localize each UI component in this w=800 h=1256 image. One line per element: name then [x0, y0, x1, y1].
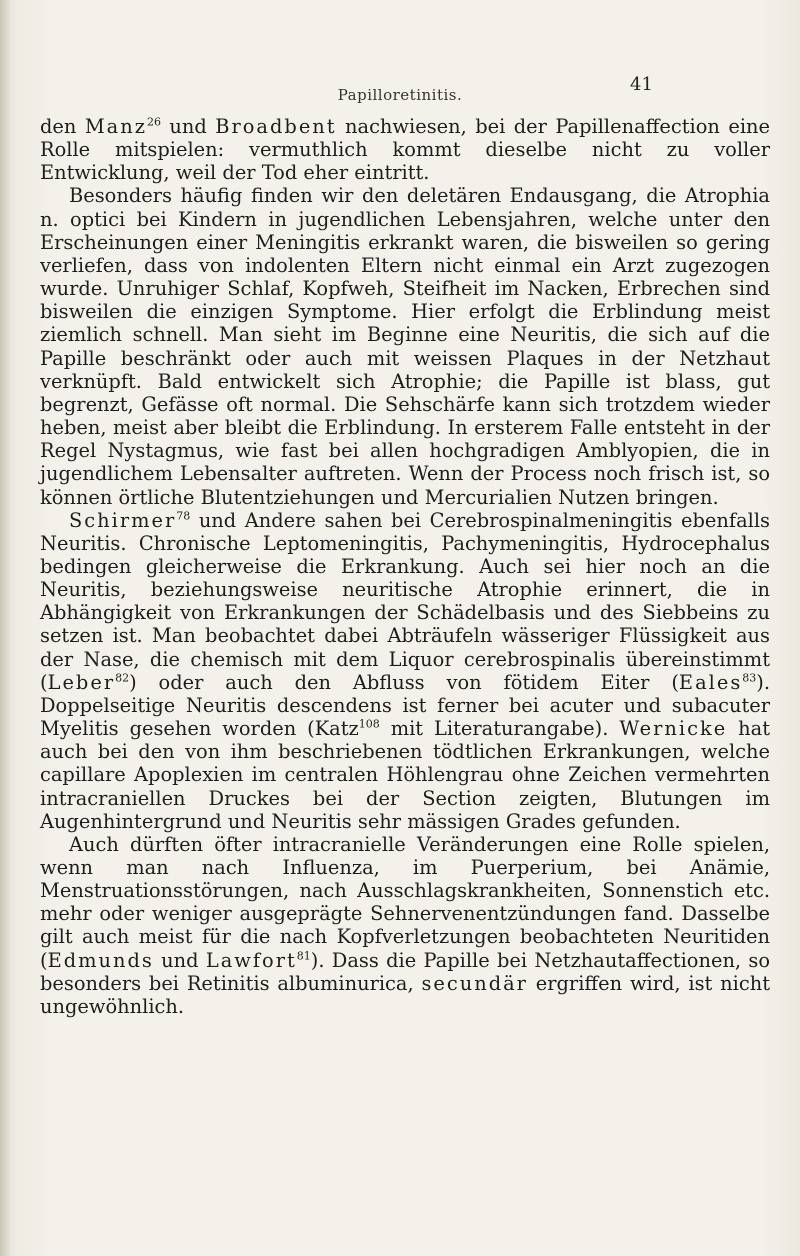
- text-run: den: [40, 115, 85, 138]
- footnote-reference: 78: [176, 509, 191, 523]
- text-run: ergriffen wird, ist nicht ungewöhnlich.: [40, 971, 770, 1018]
- text-run: ). Dass die Papille bei Netzhautaffectionen, so besonders bei Retinitis albuminurica,: [40, 948, 771, 995]
- paragraph: [40, 833, 770, 1018]
- running-title: Papilloretinitis.: [337, 86, 463, 104]
- text-run: hat auch bei den von ihm beschriebenen tödtlichen Erkrankungen, welche capillare Apoplexien im centralen Höhlengrau ohne Zeichen vermehrten intracraniellen Druckes bei der Section zeigten, Blutungen im Augenhintergrund und Neuritis sehr mässigen Grades gefunden.: [40, 717, 770, 833]
- author-name: Manz: [84, 115, 147, 138]
- author-name: Broadbent: [215, 115, 337, 138]
- footnote-reference: 83: [742, 671, 757, 685]
- body-text: [40, 115, 770, 1018]
- text-run: ). Doppelseitige Neuritis descendens ist ferner bei acuter und subacuter Myelitis gesehen worden (Katz: [40, 670, 770, 741]
- footnote-reference: 81: [296, 949, 311, 963]
- author-name: Edmunds: [47, 948, 154, 972]
- text-run: mit Literaturangabe).: [379, 717, 620, 741]
- text-run: ) oder auch den Abfluss von fötidem Eiter (: [129, 670, 679, 694]
- author-name: Schirmer: [69, 508, 177, 532]
- text-run: Auch dürften öfter intracranielle Veränderungen eine Rolle spielen, wenn man nach Influenza, im Puerperium, bei Anämie, Menstruationsstörungen, nach Ausschlagskrankheiten, Sonnenstich etc. mehr oder weniger ausgeprägte Sehnervenentzündungen fand. Dasselbe gilt auch meist für die nach Kopfverletzungen beobachteten Neuritiden (: [40, 832, 770, 972]
- text-run: und: [153, 948, 206, 972]
- paragraph: [40, 184, 770, 508]
- text-run: und: [160, 115, 216, 138]
- text-run: und Andere sahen bei Cerebrospinalmeningitis ebenfalls Neuritis. Chronische Leptomeningitis, Pachymeningitis, Hydrocephalus bedingen gleicherweise die Erkrankung. Auch sei hier noch an die Neuritis, beziehungsweise neuritische Atrophie erinnert, die in Abhängigkeit von Erkrankungen der Schädelbasis und des Siebbeins zu setzen ist. Man beobachtet dabei Abträufeln wässeriger Flüssigkeit aus der Nase, die chemisch mit dem Liquor cerebrospinalis übereinstimmt (: [40, 508, 770, 694]
- footnote-reference: 108: [358, 717, 380, 731]
- footnote-reference: 82: [115, 671, 130, 685]
- text-run: nachwiesen, bei der Papillenaffection eine Rolle mitspielen: vermuthlich kommt dieselbe nicht zu voller Entwicklung, weil der Tod eher eintritt.: [40, 115, 770, 185]
- author-name: secundär: [421, 971, 528, 995]
- paragraph: [40, 509, 770, 833]
- text-run: Besonders häufig finden wir den deletären Endausgang, die Atrophia n. optici bei Kindern in jugendlichen Lebensjahren, welche unter den Erscheinungen einer Meningitis erkrankt waren, die bisweilen so gering verliefen, dass von indolenten Eltern nicht einmal ein Arzt zugezogen wurde. Unruhiger Schlaf, Kopfweh, Steifheit im Nacken, Erbrechen sind bisweilen die einzigen Symptome. Hier erfolgt die Erblindung meist ziemlich schnell. Man sieht im Beginne eine Neuritis, die sich auf die Papille beschränkt oder auch mit weissen Plaques in der Netzhaut verknüpft. Bald entwickelt sich Atrophie; die Papille ist blass, gut begrenzt, Gefässe oft normal. Die Sehschärfe kann sich trotzdem wieder heben, meist aber bleibt die Erblindung. In ersterem Falle entsteht in der Regel Nystagmus, wie fast bei allen hochgradigen Amblyopien, die in jugendlichem Lebensalter auftreten. Wenn der Process noch frisch ist, so können örtliche Blutentziehungen und Mercurialien Nutzen bringen.: [40, 184, 770, 509]
- page-number: 41: [630, 74, 653, 95]
- author-name: Wernicke: [619, 717, 728, 741]
- author-name: Lawfort: [205, 948, 297, 972]
- footnote-reference: 26: [146, 115, 161, 129]
- author-name: Leber: [47, 670, 116, 694]
- page-binding-edge: [0, 0, 10, 1256]
- paragraph: [40, 115, 770, 184]
- author-name: Eales: [678, 670, 743, 694]
